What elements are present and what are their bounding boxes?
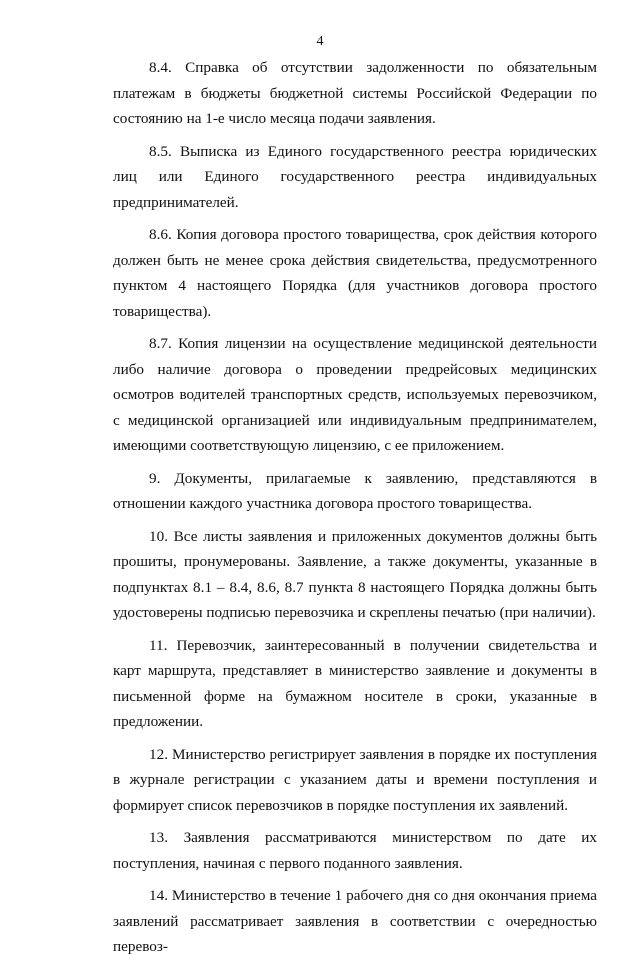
paragraph-8-4: 8.4. Справка об отсутствии задолженности по обязательным платежам в бюджеты бюджетной системы Российской Федерации по состоянию на 1-е число месяца подачи заявления. [113, 59, 597, 127]
document-body [113, 55, 597, 967]
paragraph-12: 12. Министерство регистрирует заявления в порядке их поступления в журнале регистрации с указанием даты и времени поступления и формирует список перевозчиков в порядке поступления их заявлений. [113, 745, 597, 814]
paragraph-9: 9. Документы, прилагаемые к заявлению, представляются в отношении каждого участника договора простого товарищества. [113, 469, 597, 512]
paragraph-8-7: 8.7. Копия лицензии на осуществление медицинской деятельности либо наличие договора о проведении предрейсовых медицинских осмотров водителей транспортных средств, используемых перевозчиком, с медицинской организацией или индивидуальным предпринимателем, имеющими соответствующую лицензию, с ее приложением. [113, 335, 597, 454]
paragraph-8-5: 8.5. Выписка из Единого государственного реестра юридических лиц или Единого государственного реестра индивидуальных предпринимателей. [113, 142, 597, 211]
paragraph-14: 14. Министерство в течение 1 рабочего дня со дня окончания приема заявлений рассматривает заявления в соответствии с очередностью перевоз- [113, 887, 597, 955]
page-number: 4 [316, 34, 324, 49]
paragraph-13: 13. Заявления рассматриваются министерством по дате их поступления, начиная с первого поданного заявления. [113, 829, 597, 872]
paragraph-10: 10. Все листы заявления и приложенных документов должны быть прошиты, пронумерованы. Заявление, а также документы, указанные в подпунктах 8.1 – 8.4, 8.6, 8.7 пункта 8 настоящего Порядка должны быть удостоверены подписью перевозчика и скреплены печатью (при наличии). [113, 527, 597, 621]
paragraph-8-6: 8.6. Копия договора простого товарищества, срок действия которого должен быть не менее срока действия свидетельства, предусмотренного пунктом 4 настоящего Порядка (для участников договора простого товарищества). [113, 226, 597, 320]
paragraph-11: 11. Перевозчик, заинтересованный в получении свидетельства и карт маршрута, представляет в министерство заявление и документы в письменной форме на бумажном носителе в сроки, указанные в предложении. [113, 636, 597, 730]
